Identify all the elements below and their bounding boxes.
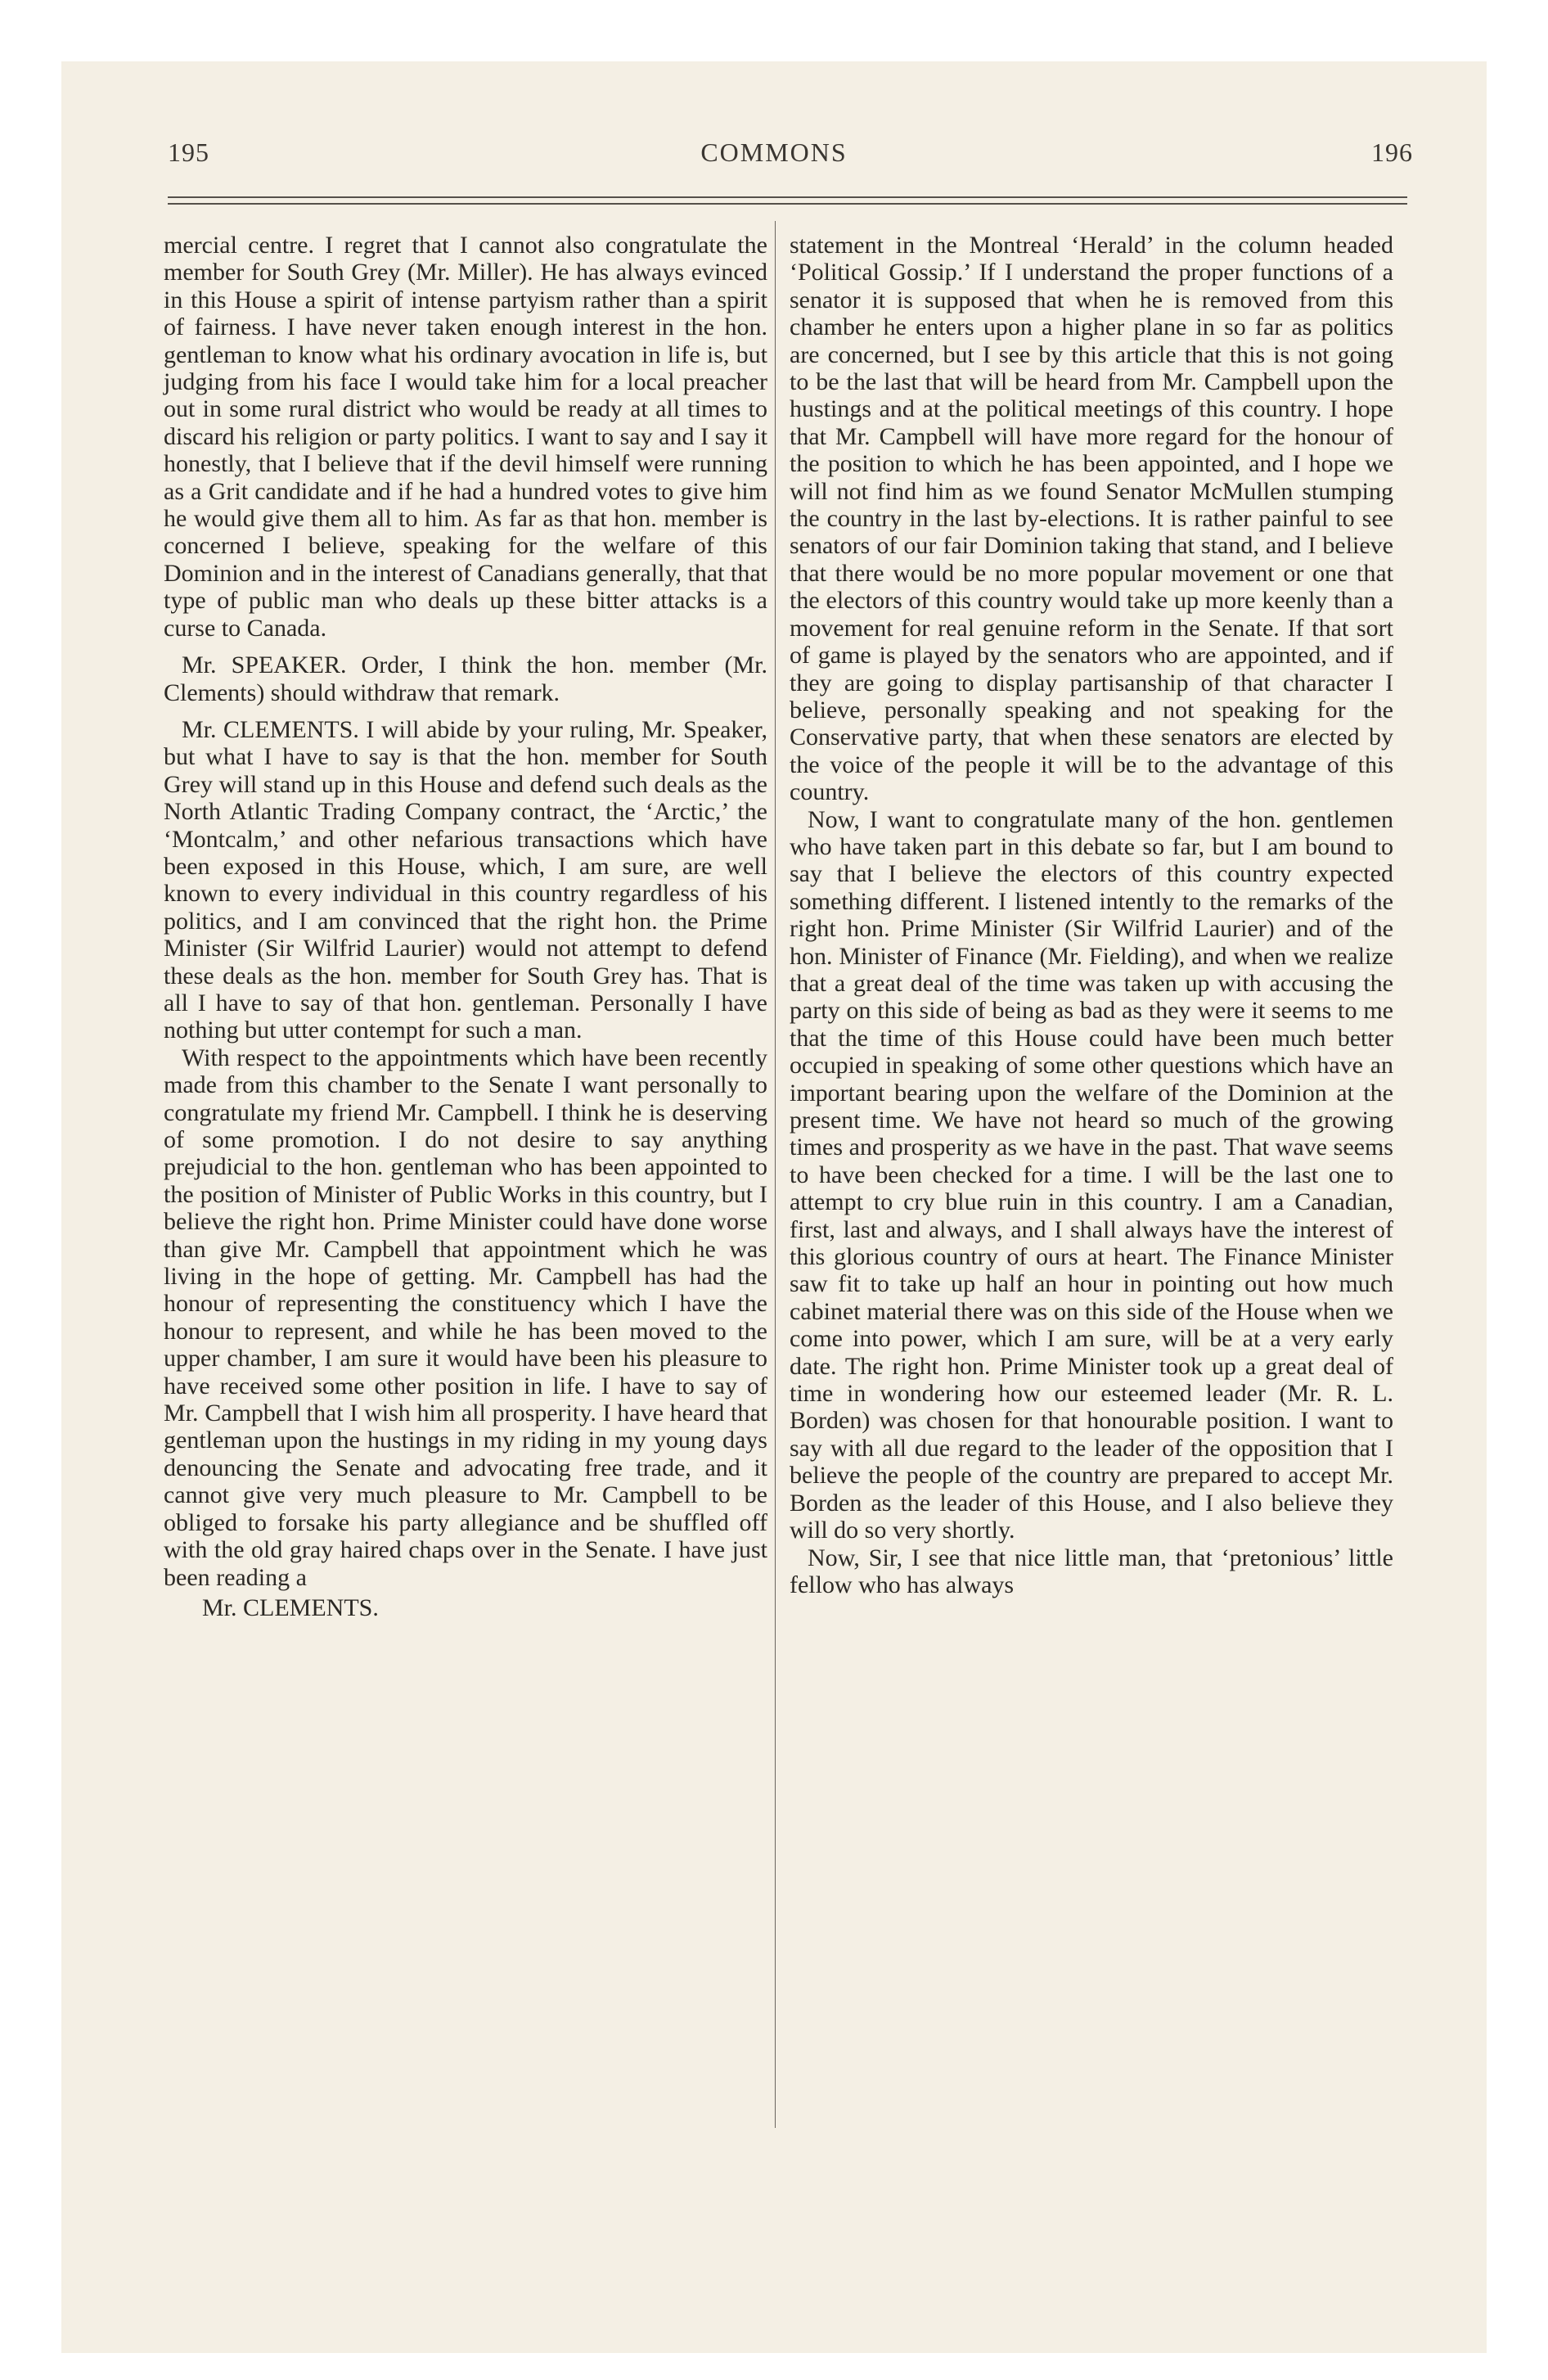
right-column [790,232,1393,1598]
paragraph: With respect to the appointments which have been recently made from this chamber to the Senate I want personally to congratulate my friend Mr. Campbell. I think he is deserving of some promotion. I do not desire to say anything prejudicial to the hon. gentleman who has been appointed to the position of Minister of Public Works in this country, but I believe the right hon. Prime Minister could have done worse than give Mr. Campbell that appointment which he was living in the hope of getting. Mr. Campbell has had the honour of representing the constituency which I have the honour to represent, and while he has been moved to the upper chamber, I am sure it would have been his pleasure to have received some other position in life. I have to say of Mr. Campbell that I wish him all prosperity. I have heard that gentleman upon the hustings in my riding in my young days denouncing the Senate and advocating free trade, and it cannot give very much pleasure to Mr. Campbell to be obliged to forsake his party allegiance and be shuffled off with the old gray haired chaps over in the Senate. I have just been reading a [164,1044,767,1591]
page-number-right: 196 [1371,137,1413,167]
paragraph: Now, Sir, I see that nice little man, that ‘pretonious’ little fellow who has always [790,1544,1393,1598]
column-separator [775,221,776,2128]
paragraph-speaker: Mr. SPEAKER. Order, I think the hon. member (Mr. Clements) should withdraw that remark. [164,651,767,706]
paragraph-clements: Mr. CLEMENTS. I will abide by your ruling, Mr. Speaker, but what I have to say is that the hon. member for South Grey will stand up in this House and defend such deals as the North Atlantic Trading Company contract, the ‘Arctic,’ the ‘Montcalm,’ and other nefarious transactions which have been exposed in this House, which, I am sure, are well known to every individual in this country regardless of his politics, and I am convinced that the right hon. the Prime Minister (Sir Wilfrid Laurier) would not attempt to defend these deals as the hon. member for South Grey has. That is all I have to say of that hon. gentleman. Personally I have nothing but utter contempt for such a man. [164,715,767,1044]
header-rule-top [168,196,1407,198]
header-rule-bottom [168,203,1407,205]
left-column [164,232,767,1621]
paragraph: mercial centre. I regret that I cannot also congratulate the member for South Grey (Mr. Miller). He has always evinced in this House a spirit of intense partyism rather than a spirit of fairness. I have never taken enough interest in the hon. gentleman to know what his ordinary avocation in life is, but judging from his face I would take him for a local preacher out in some rural district who would be ready at all times to discard his religion or party politics. I want to say and I say it honestly, that I believe that if the devil himself were running as a Grit candidate and if he had a hundred votes to give him he would give them all to him. As far as that hon. member is concerned I believe, speaking for the welfare of this Dominion and in the interest of Canadians generally, that that type of public man who deals up these bitter attacks is a curse to Canada. [164,232,767,642]
page-number-left: 195 [168,137,209,167]
paragraph: statement in the Montreal ‘Herald’ in the column headed ‘Political Gossip.’ If I understand the proper functions of a senator it is supposed that when he is removed from this chamber he enters upon a higher plane in so far as politics are concerned, but I see by this article that this is not going to be the last that will be heard from Mr. Campbell upon the hustings and at the political meetings of this country. I hope that Mr. Campbell will have more regard for the honour of the position to which he has been appointed, and I hope we will not find him as we found Senator McMullen stumping the country in the last by-elections. It is rather painful to see senators of our fair Dominion taking that stand, and I believe that there would be no more popular movement or one that the electors of this country would take up more keenly than a movement for real genuine reform in the Senate. If that sort of game is played by the senators who are appointed, and if they are going to display partisanship of that character I believe, personally speaking and not speaking for the Conservative party, that when these senators are elected by the voice of the people it will be to the advantage of this country. [790,232,1393,806]
paragraph: Now, I want to congratulate many of the hon. gentlemen who have taken part in this debate so far, but I am bound to say that I believe the electors of this country expected something different. I listened intently to the remarks of the right hon. Prime Minister (Sir Wilfrid Laurier) and of the hon. Minister of Finance (Mr. Fielding), and when we realize that a great deal of the time was taken up with accusing the party on this side of being as bad as they were it seems to me that the time of this House could have been much better occupied in speaking of some other questions which have an important bearing upon the welfare of the Dominion at the present time. We have not heard so much of the growing times and prosperity as we have in the past. That wave seems to have been checked for a time. I will be the last one to attempt to cry blue ruin in this country. I am a Canadian, first, last and always, and I shall always have the interest of this glorious country of ours at heart. The Finance Minister saw fit to take up half an hour in pointing out how much cabinet material there was on this side of the House when we come into power, which I am sure, will be at a very early date. The right hon. Prime Minister took up a great deal of time in wondering how our esteemed leader (Mr. R. L. Borden) was chosen for that honourable position. I want to say with all due regard to the leader of the opposition that I believe the people of the country are prepared to accept Mr. Borden as the leader of this House, and I also believe they will do so very shortly. [790,805,1393,1544]
catchword: Mr. CLEMENTS. [202,1593,379,1621]
running-title: COMMONS [700,137,848,167]
